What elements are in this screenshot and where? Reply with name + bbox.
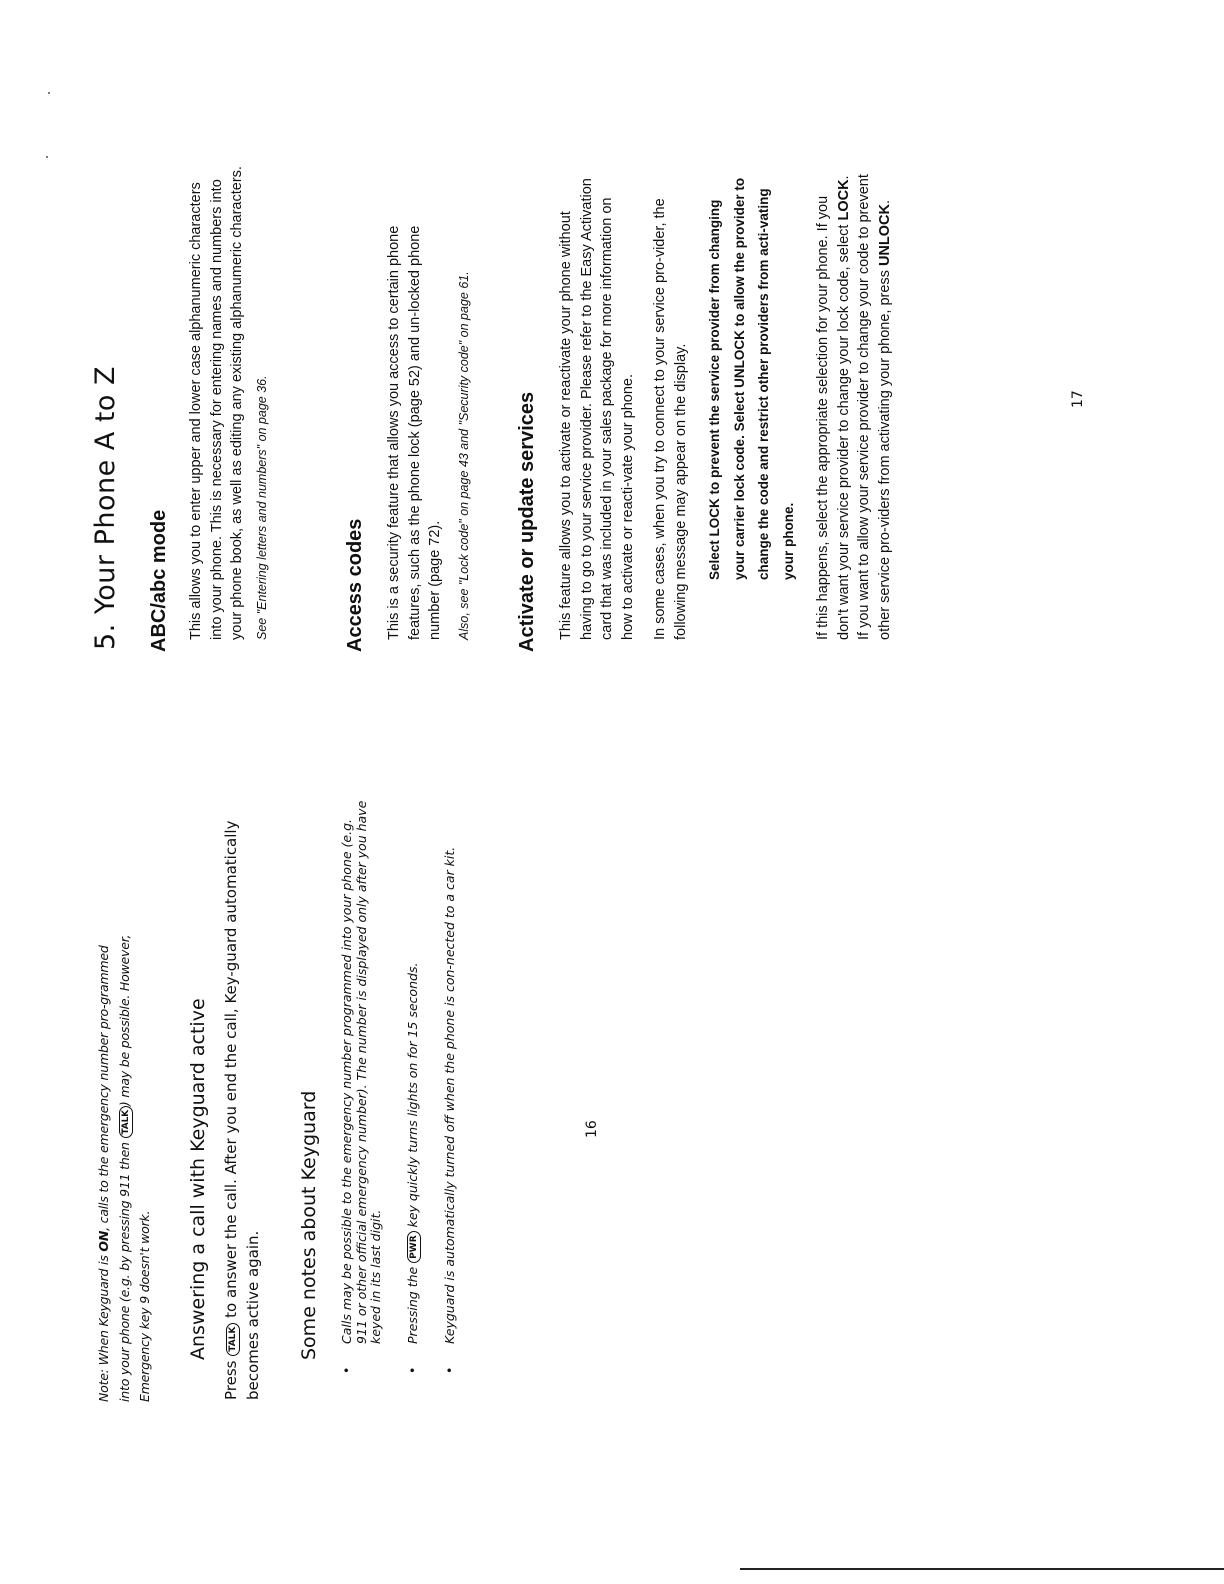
- notes-list: [340, 794, 479, 1374]
- page-number: 16: [584, 1120, 600, 1138]
- abc-mode-see-reference: See "Entering letters and numbers" on page 36.: [254, 375, 269, 640]
- access-codes-heading: Access codes: [344, 518, 366, 652]
- notes-heading: Some notes about Keyguard: [298, 1090, 320, 1360]
- activate-body: [556, 170, 895, 640]
- page-number: 17: [1070, 390, 1086, 408]
- access-codes-also-reference: Also, see "Lock code" on page 43 and "Security code" on page 61.: [456, 271, 471, 640]
- talk-key-icon: TALK: [226, 1323, 240, 1356]
- bullet-icon: •: [404, 1366, 420, 1374]
- list-item: • Calls may be possible to the emergency number programmed into your phone (e.g. 911 or other official emergency number). The number is displayed only after you have keyed in its last digit.: [339, 800, 383, 1374]
- bullet-icon: •: [441, 1366, 457, 1374]
- abc-mode-heading: ABC/abc mode: [148, 509, 170, 652]
- activate-paragraph-3: If this happens, select the appropriate selection for your phone. If you don't want your service provider to change your lock code, select LOCK. If you want to allow your service provider to change your code to prevent other service pro-viders from activating your phone, press UNLOCK.: [815, 174, 893, 640]
- bullet-icon: •: [339, 1366, 354, 1374]
- scan-edge-line: [740, 1568, 1224, 1570]
- access-codes-body: This is a security feature that allows you access to certain phone features, such as the phone lock (page 52) and un-locked phone number (page 72). Also, see "Lock code" on page 43 and "Security code" on page 61.: [384, 175, 472, 640]
- list-item: • Keyguard is automatically turned off when the phone is con-nected to a car kit.: [441, 846, 457, 1374]
- power-key-icon: PWR: [407, 1231, 421, 1262]
- abc-mode-body: This allows you to enter upper and lower case alphanumeric characters into your phone. This is necessary for entering names and numbers into your phone book, as well as editing any existing alphanumeric characters. See "Entering letters and numbers" on page 36.: [188, 166, 269, 640]
- activate-paragraph-1: This feature allows you to activate or reactivate your phone without having to go to your service provider. Please refer to the Easy Activation card that was included in your sales package for more information on how to activate or reacti-vate your phone.: [558, 178, 636, 640]
- activate-heading: Activate or update services: [516, 391, 538, 652]
- scan-speck: [48, 92, 50, 94]
- answering-body: Press TALK to answer the call. After you end the call, Key-guard automatically becomes active again.: [222, 820, 262, 1400]
- display-message: Select LOCK to prevent the service provider from changing your carrier lock code. Select UNLOCK to allow the provider to change the code and restrict other providers from acti-vating your phone.: [707, 177, 796, 580]
- list-item: • Pressing the PWR key quickly turns lights on for 15 seconds.: [404, 962, 420, 1374]
- keyguard-note: Note: When Keyguard is ON, calls to the emergency number pro-grammed into your phone (e.g. by pressing 911 then TALK) may be possible. However, Emergency key 9 doesn't work.: [96, 934, 152, 1402]
- activate-paragraph-2: In some cases, when you try to connect to your service pro-vider, the following message may appear on the display.: [652, 198, 689, 640]
- chapter-title: 5. Your Phone A to Z: [90, 365, 121, 650]
- answering-heading: Answering a call with Keyguard active: [187, 998, 209, 1360]
- talk-key-icon: TALK: [119, 1106, 133, 1138]
- scan-speck: [46, 156, 48, 158]
